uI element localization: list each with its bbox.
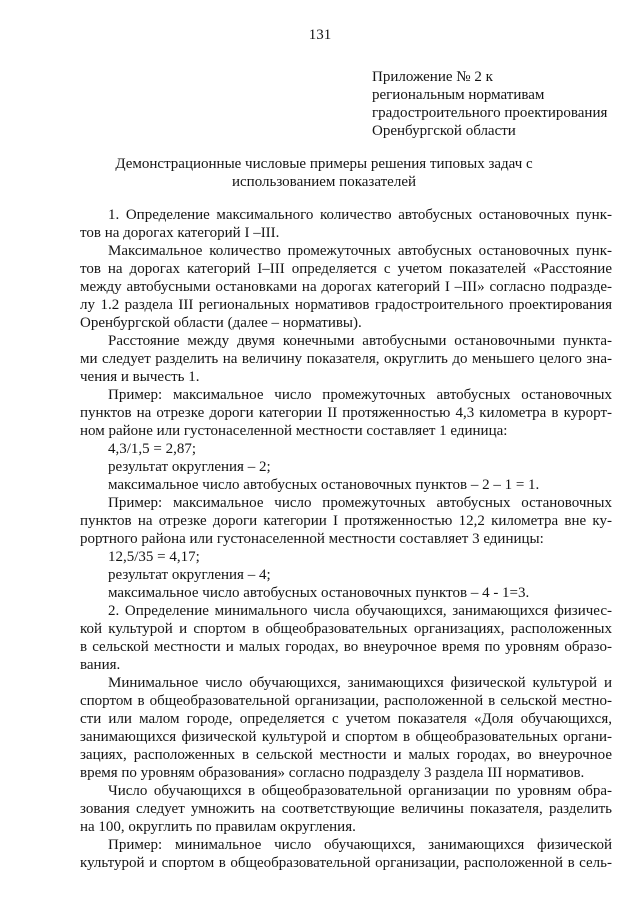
- body-line: тов на дорогах категорий I –III.: [80, 225, 280, 241]
- body-line: рортного района или густонаселенной местности составляет 3 единицы:: [80, 531, 544, 547]
- title-line: Демонстрационные числовые примеры решения типовых задач с: [115, 156, 533, 172]
- body-line: 4,3/1,5 = 2,87;: [108, 441, 197, 457]
- body-line: результат округления – 2;: [108, 459, 271, 475]
- body-line: время по уровням образования» согласно подразделу 3 раздела III нормативов.: [80, 765, 585, 781]
- body-line: кой культурой и спортом в общеобразовательных организациях, расположенных: [80, 621, 612, 637]
- body-line: ми следует разделить на величину показателя, округлить до меньшего целого зна-: [80, 351, 612, 367]
- body-line: на 100, округлить по правилам округления.: [80, 819, 356, 835]
- appendix-line: градостроительного проектирования: [372, 105, 608, 121]
- appendix-line: Оренбургской области: [372, 123, 516, 139]
- body-line: зования следует умножить на соответствующие величины показателя, разделить: [80, 801, 612, 817]
- body-line: Максимальное количество промежуточных автобусных остановочных пунк-: [108, 243, 612, 259]
- body-line: Пример: максимальное число промежуточных автобусных остановочных: [108, 495, 612, 511]
- body-line: зациях, расположенных в сельской местности и малых городах, во внеурочное: [80, 747, 612, 763]
- page-number: 131: [308, 27, 332, 43]
- body-line: вания.: [80, 657, 121, 673]
- body-line: Оренбургской области (далее – нормативы).: [80, 315, 362, 331]
- body-line: Пример: минимальное число обучающихся, занимающихся физической: [108, 837, 612, 853]
- body-line: Пример: максимальное число промежуточных автобусных остановочных: [108, 387, 612, 403]
- body-line: Минимальное число обучающихся, занимающихся физической культурой и: [108, 675, 612, 691]
- body-line: Расстояние между двумя конечными автобусными остановочными пункта-: [108, 333, 612, 349]
- body-line: между автобусными остановками на дорогах категорий I –III» согласно подразде-: [80, 279, 612, 295]
- body-line: чения и вычесть 1.: [80, 369, 200, 385]
- body-line: культурой и спортом в общеобразовательной организации, расположенной в сель-: [80, 855, 612, 871]
- body-line: тов на дорогах категорий I–III определяется с учетом показателей «Расстояние: [80, 261, 612, 277]
- body-line: 1. Определение максимального количество автобусных остановочных пунк-: [108, 207, 612, 223]
- appendix-line: Приложение № 2 к: [372, 69, 493, 85]
- body-line: 12,5/35 = 4,17;: [108, 549, 200, 565]
- body-line: пунктов на отрезке дороги категории II протяженностью 4,3 километра в курорт-: [80, 405, 612, 421]
- body-line: спортом в общеобразовательной организации, расположенной в сельской местно-: [80, 693, 612, 709]
- body-line: максимальное число автобусных остановочных пунктов – 2 – 1 = 1.: [108, 477, 540, 493]
- body-line: в сельской местности и малых городах, во внеурочное время по уровням образо-: [80, 639, 612, 655]
- body-line: 2. Определение минимального числа обучающихся, занимающихся физичес-: [108, 603, 612, 619]
- body-line: максимальное число автобусных остановочных пунктов – 4 - 1=3.: [108, 585, 530, 601]
- body-line: Число обучающихся в общеобразовательной организации по уровням обра-: [108, 783, 612, 799]
- body-line: лу 1.2 раздела III региональных нормативов градостроительного проектирования: [80, 297, 612, 313]
- body-line: занимающихся физической культурой и спортом в общеобразовательных органи-: [80, 729, 612, 745]
- body-line: результат округления – 4;: [108, 567, 271, 583]
- body-line: пунктов на отрезке дороги категории I протяженностью 12,2 километра вне ку-: [80, 513, 612, 529]
- body-line: сти или малом городе, определяется с учетом показателя «Доля обучающихся,: [80, 711, 612, 727]
- body-line: ном районе или густонаселенной местности составляет 1 единица:: [80, 423, 508, 439]
- title-line: использованием показателей: [232, 174, 416, 190]
- appendix-line: региональным нормативам: [372, 87, 545, 103]
